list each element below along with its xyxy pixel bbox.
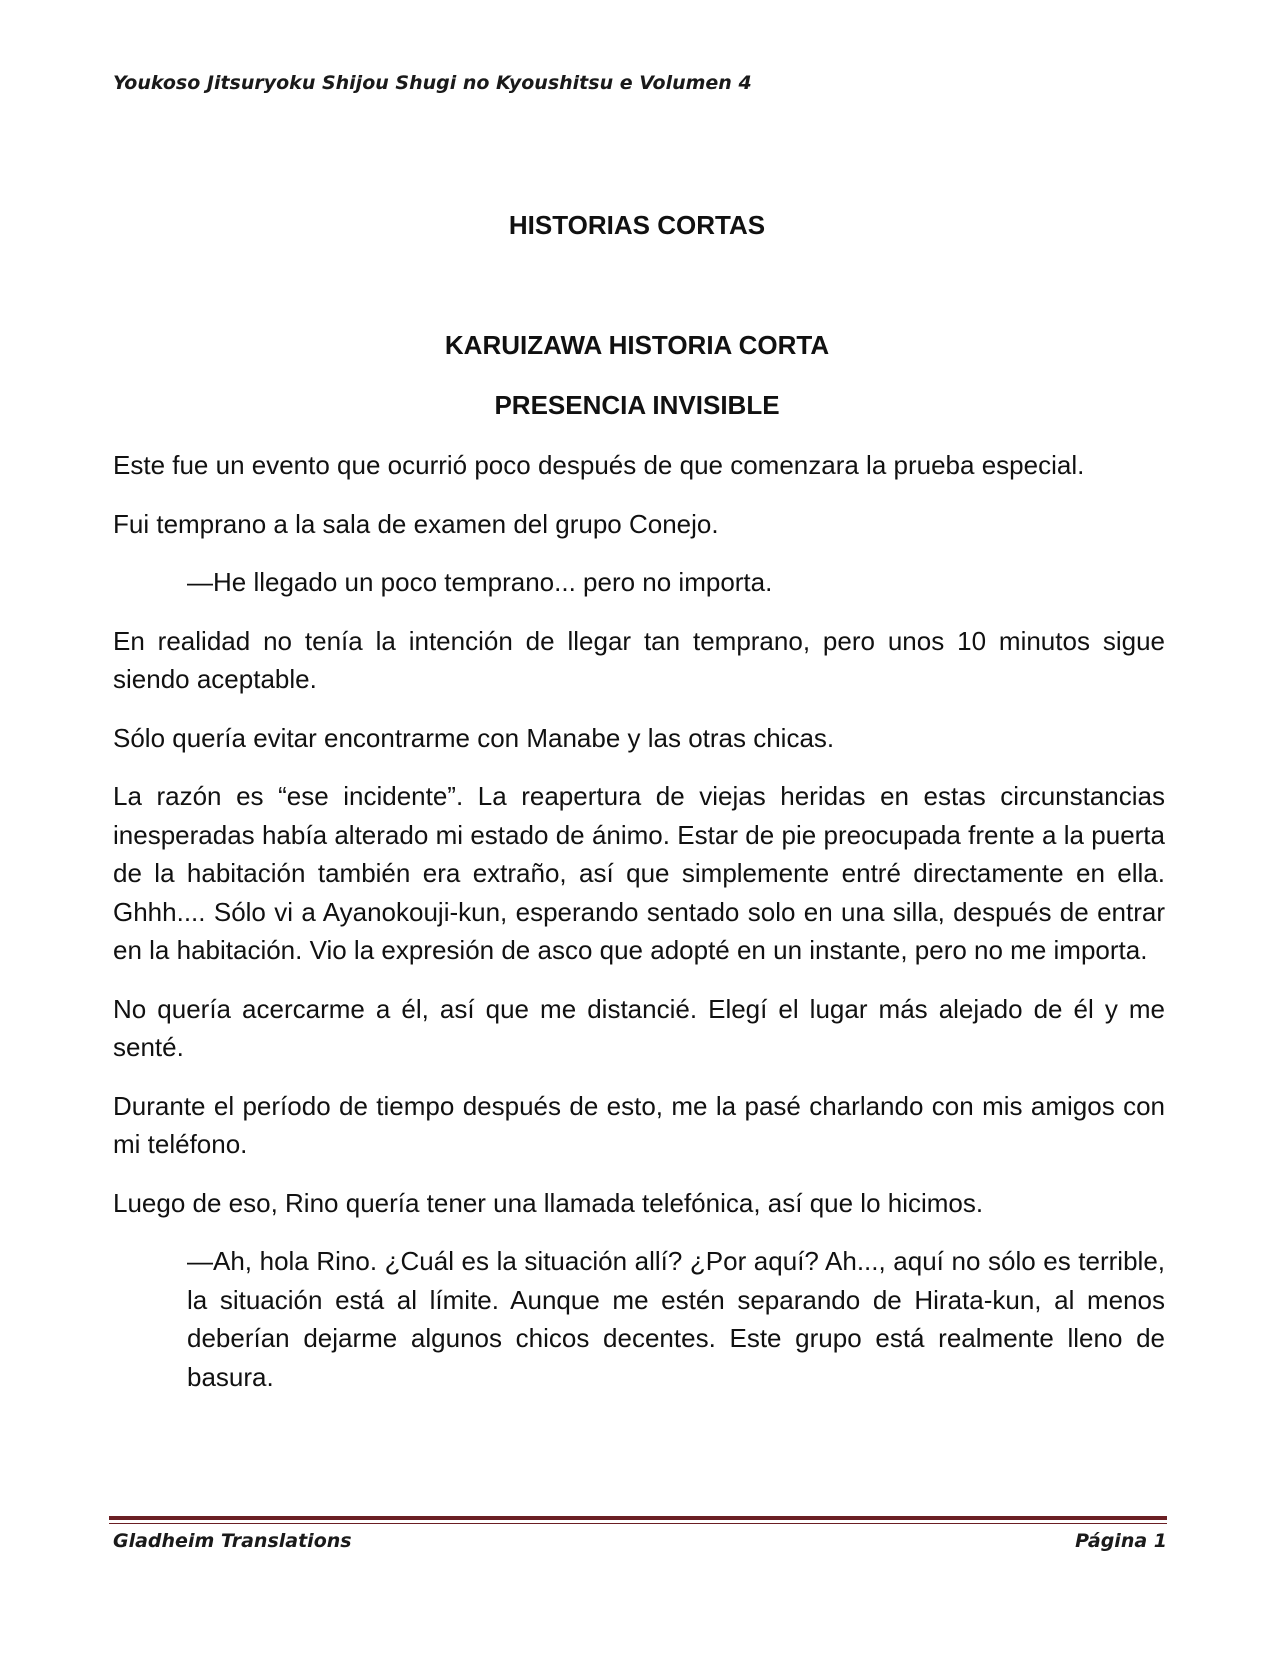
page-number: Página 1 <box>1075 1530 1167 1552</box>
paragraph: Este fue un evento que ocurrió poco después de que comenzara la prueba especial. <box>113 450 1085 480</box>
dialogue-paragraph: —He llegado un poco temprano... pero no importa. <box>187 567 773 597</box>
dialogue-paragraph: —Ah, hola Rino. ¿Cuál es la situación allí? ¿Por aquí? Ah..., aquí no sólo es terrible, la situación está al límite. Aunque me estén separando de Hirata-kun, al menos deberían dejarme algunos chicos decentes. Este grupo está realmente lleno de basura. <box>187 1246 1165 1392</box>
paragraph: No quería acercarme a él, así que me distancié. Elegí el lugar más alejado de él y me senté. <box>113 993 1165 1062</box>
footer-credit: Gladheim Translations <box>113 1530 352 1552</box>
running-header: Youkoso Jitsuryoku Shijou Shugi no Kyoushitsu e Volumen 4 <box>113 72 752 94</box>
paragraph: Luego de eso, Rino quería tener una llamada telefónica, así que lo hicimos. <box>113 1187 984 1218</box>
paragraph: La razón es “ese incidente”. La reapertura de viejas heridas en estas circunstancias inesperadas había alterado mi estado de ánimo. Estar de pie preocupada frente a la puerta de la habitación también era extraño, así que simplemente entré directamente en ella. Ghhh.... Sólo vi a Ayanokouji-kun, esperando sentado solo en una silla, después de entrar en la habitación. Vio la expresión de asco que adopté en un instante, pero no me importa. <box>113 781 1165 965</box>
footer-rule-thin <box>109 1523 1167 1524</box>
paragraph: Durante el período de tiempo después de esto, me la pasé charlando con mis amigos con mi teléfono. <box>113 1090 1165 1159</box>
section-heading: HISTORIAS CORTAS <box>508 210 766 240</box>
story-title: PRESENCIA INVISIBLE <box>494 390 780 420</box>
paragraph: Fui temprano a la sala de examen del grupo Conejo. <box>113 508 719 539</box>
paragraph: Sólo quería evitar encontrarme con Manabe y las otras chicas. <box>113 722 835 753</box>
paragraph: En realidad no tenía la intención de llegar tan temprano, pero unos 10 minutos sigue siendo aceptable. <box>113 625 1165 694</box>
footer-rule <box>109 1516 1167 1520</box>
body-text <box>113 446 1165 1416</box>
story-heading: KARUIZAWA HISTORIA CORTA <box>444 330 830 360</box>
